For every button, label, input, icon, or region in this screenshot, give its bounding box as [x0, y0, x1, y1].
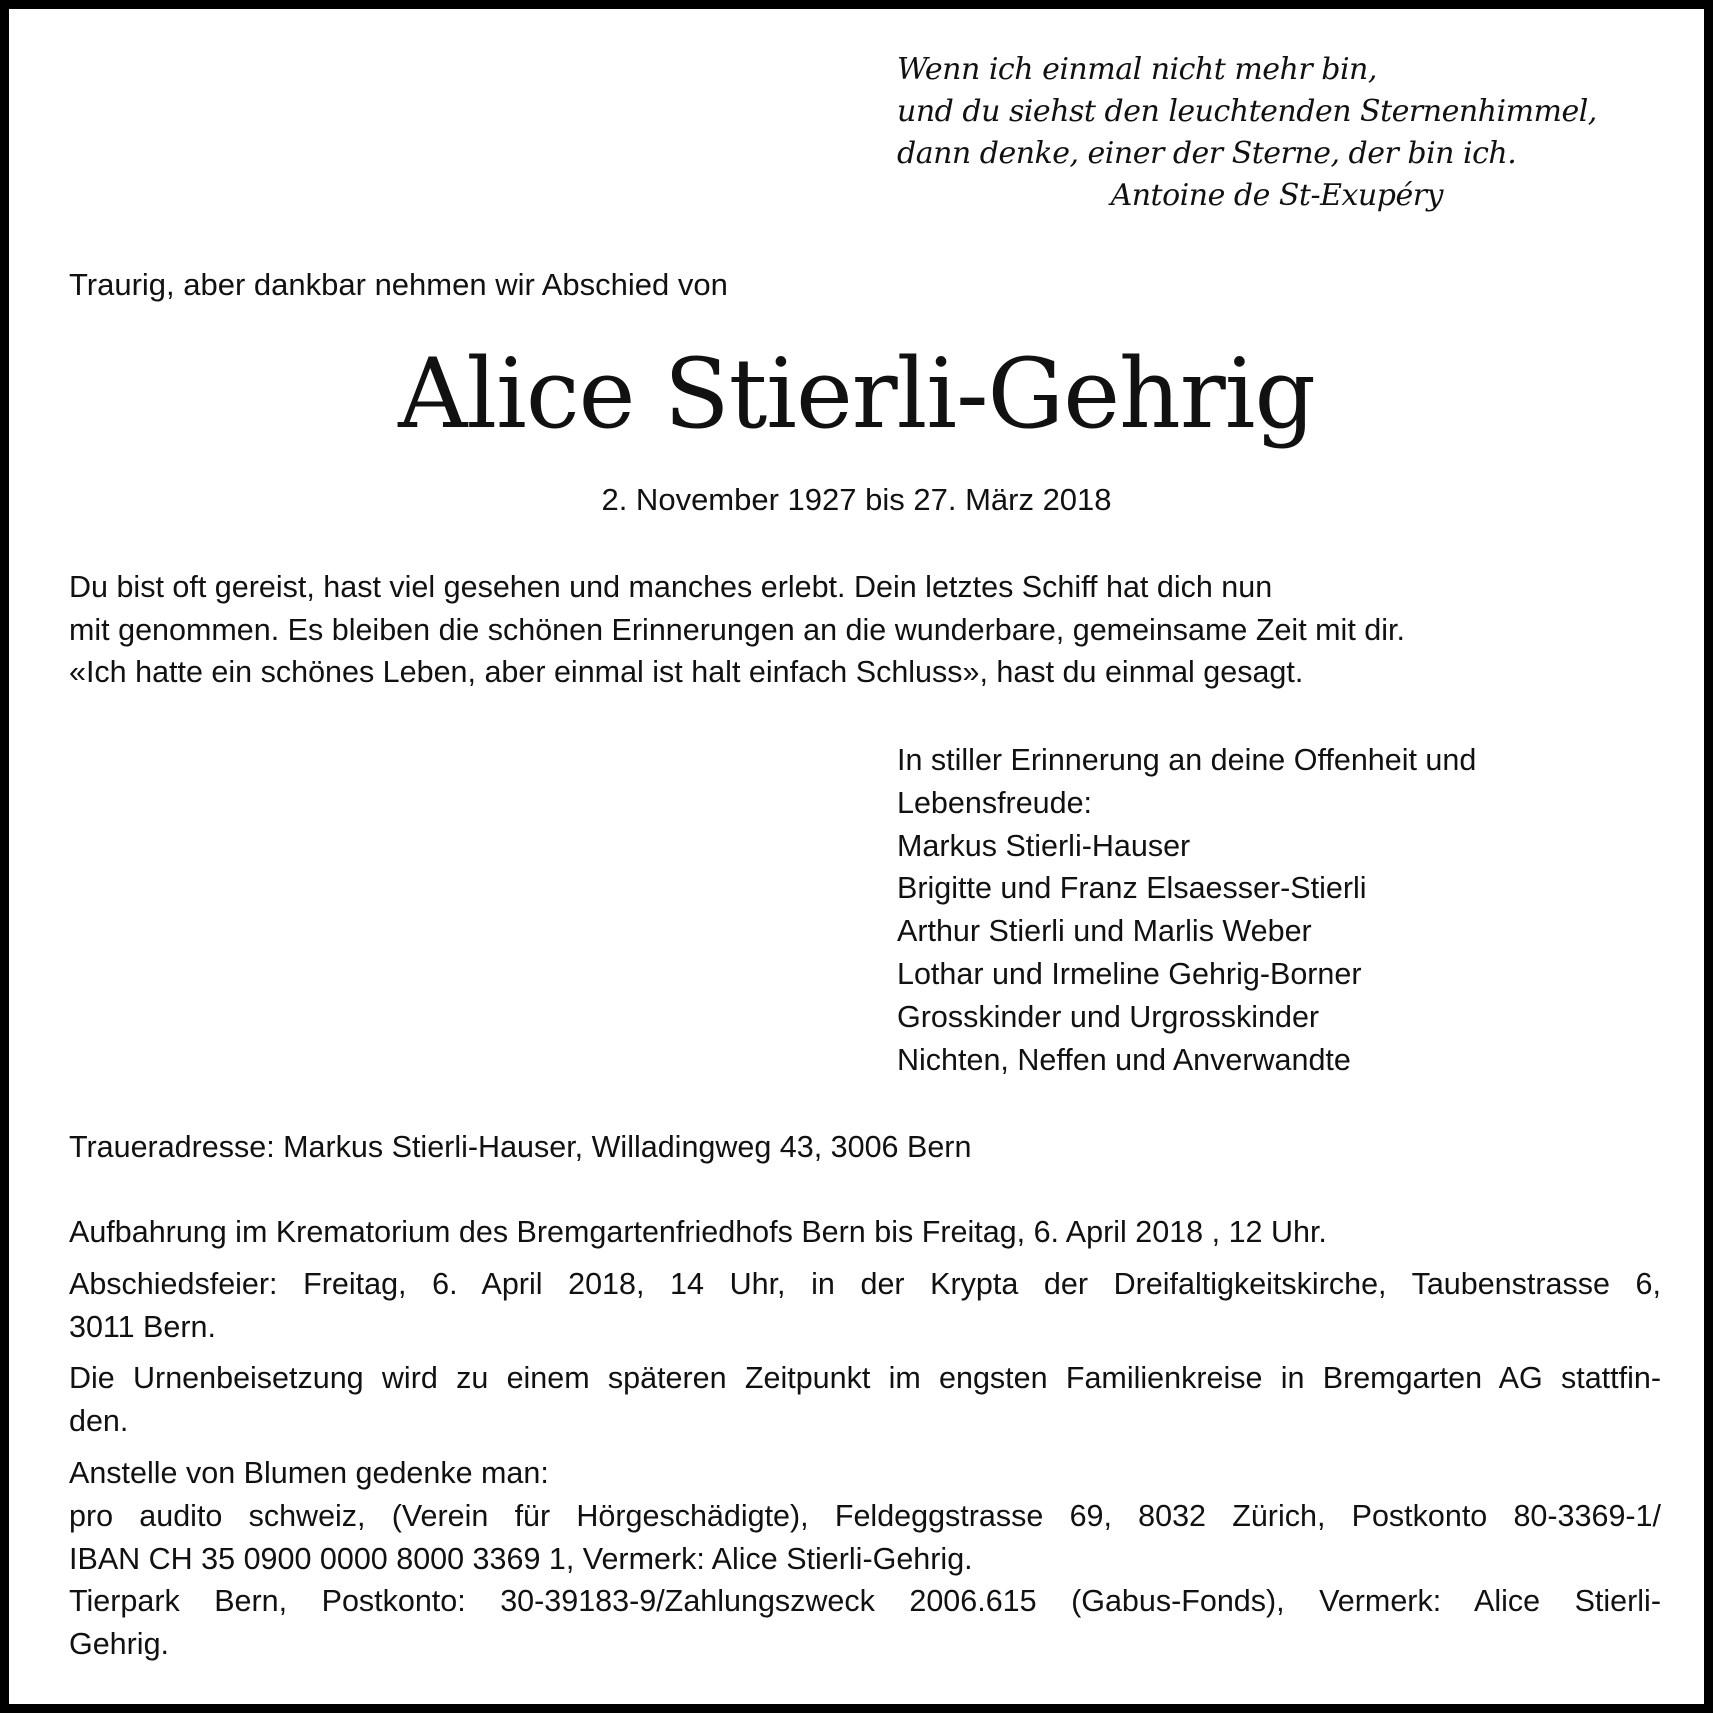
ceremony-line: 3011 Bern. — [69, 1309, 216, 1344]
quote-line: dann denke, einer der Sterne, der bin ich. — [897, 136, 1517, 171]
viewing-line: Aufbahrung im Krematorium des Bremgartenfriedhofs Bern bis Freitag, 6. April 2018 , 12 Uhr. — [69, 1215, 1327, 1249]
burial-line: Die Urnenbeisetzung wird zu einem späteren Zeitpunkt im engsten Familienkreise in Bremgarten AG stattfin- — [69, 1361, 1661, 1396]
burial-info — [69, 1357, 1661, 1443]
mourner-name: Grosskinder und Urgrosskinder — [897, 999, 1320, 1034]
quote-author: Antoine de St-Exupéry — [1110, 178, 1443, 213]
mourning-address: Traueradresse: Markus Stierli-Hauser, Willadingweg 43, 3006 Bern — [69, 1130, 972, 1164]
donation-info — [69, 1452, 1661, 1666]
mourner-name: Markus Stierli-Hauser — [897, 828, 1191, 863]
ceremony-info — [69, 1263, 1661, 1349]
epigraph-quote — [897, 49, 1597, 217]
donation-line: pro audito schweiz, (Verein für Hörgeschädigte), Feldeggstrasse 69, 8032 Zürich, Postkonto 80-3369-1/ — [69, 1498, 1661, 1533]
donation-heading: Anstelle von Blumen gedenke man: — [69, 1455, 549, 1490]
mourners-list — [897, 739, 1677, 1081]
mourner-name: Arthur Stierli und Marlis Weber — [897, 914, 1312, 949]
deceased-name: Alice Stierli-Gehrig — [398, 338, 1315, 450]
quote-line: Wenn ich einmal nicht mehr bin, — [897, 52, 1377, 87]
donation-line: Tierpark Bern, Postkonto: 30-39183-9/Zahlungszweck 2006.615 (Gabus-Fonds), Vermerk: Alice Stierli- — [69, 1584, 1661, 1619]
paragraph-line: Du bist oft gereist, hast viel gesehen und manches erlebt. Dein letztes Schiff hat dich nun — [69, 570, 1273, 604]
ceremony-line: Abschiedsfeier: Freitag, 6. April 2018, 14 Uhr, in der Krypta der Dreifaltigkeitskirche, Taubenstrasse 6, — [69, 1266, 1661, 1301]
intro-text: Traurig, aber dankbar nehmen wir Abschied von — [69, 267, 728, 302]
mourner-name: Brigitte und Franz Elsaesser-Stierli — [897, 871, 1367, 906]
farewell-paragraph — [69, 566, 1669, 694]
mourner-name: Lothar und Irmeline Gehrig-Borner — [897, 956, 1362, 991]
viewing-info — [69, 1211, 1661, 1254]
service-details — [69, 1211, 1661, 1675]
paragraph-line: «Ich hatte ein schönes Leben, aber einmal ist halt einfach Schluss», hast du einmal gesagt. — [69, 655, 1304, 689]
burial-line: den. — [69, 1404, 129, 1439]
donation-line: Gehrig. — [69, 1627, 170, 1662]
life-dates: 2. November 1927 bis 27. März 2018 — [601, 482, 1112, 517]
quote-line: und du siehst den leuchtenden Sternenhimmel, — [897, 94, 1597, 129]
donation-line: IBAN CH 35 0900 0000 8000 3369 1, Vermerk: Alice Stierli-Gehrig. — [69, 1541, 973, 1576]
mourners-line: Lebensfreude: — [897, 785, 1093, 820]
mourner-name: Nichten, Neffen und Anverwandte — [897, 1042, 1351, 1077]
mourners-line: In stiller Erinnerung an deine Offenheit und — [897, 743, 1477, 777]
paragraph-line: mit genommen. Es bleiben die schönen Erinnerungen an die wunderbare, gemeinsame Zeit mit dir. — [69, 612, 1405, 647]
